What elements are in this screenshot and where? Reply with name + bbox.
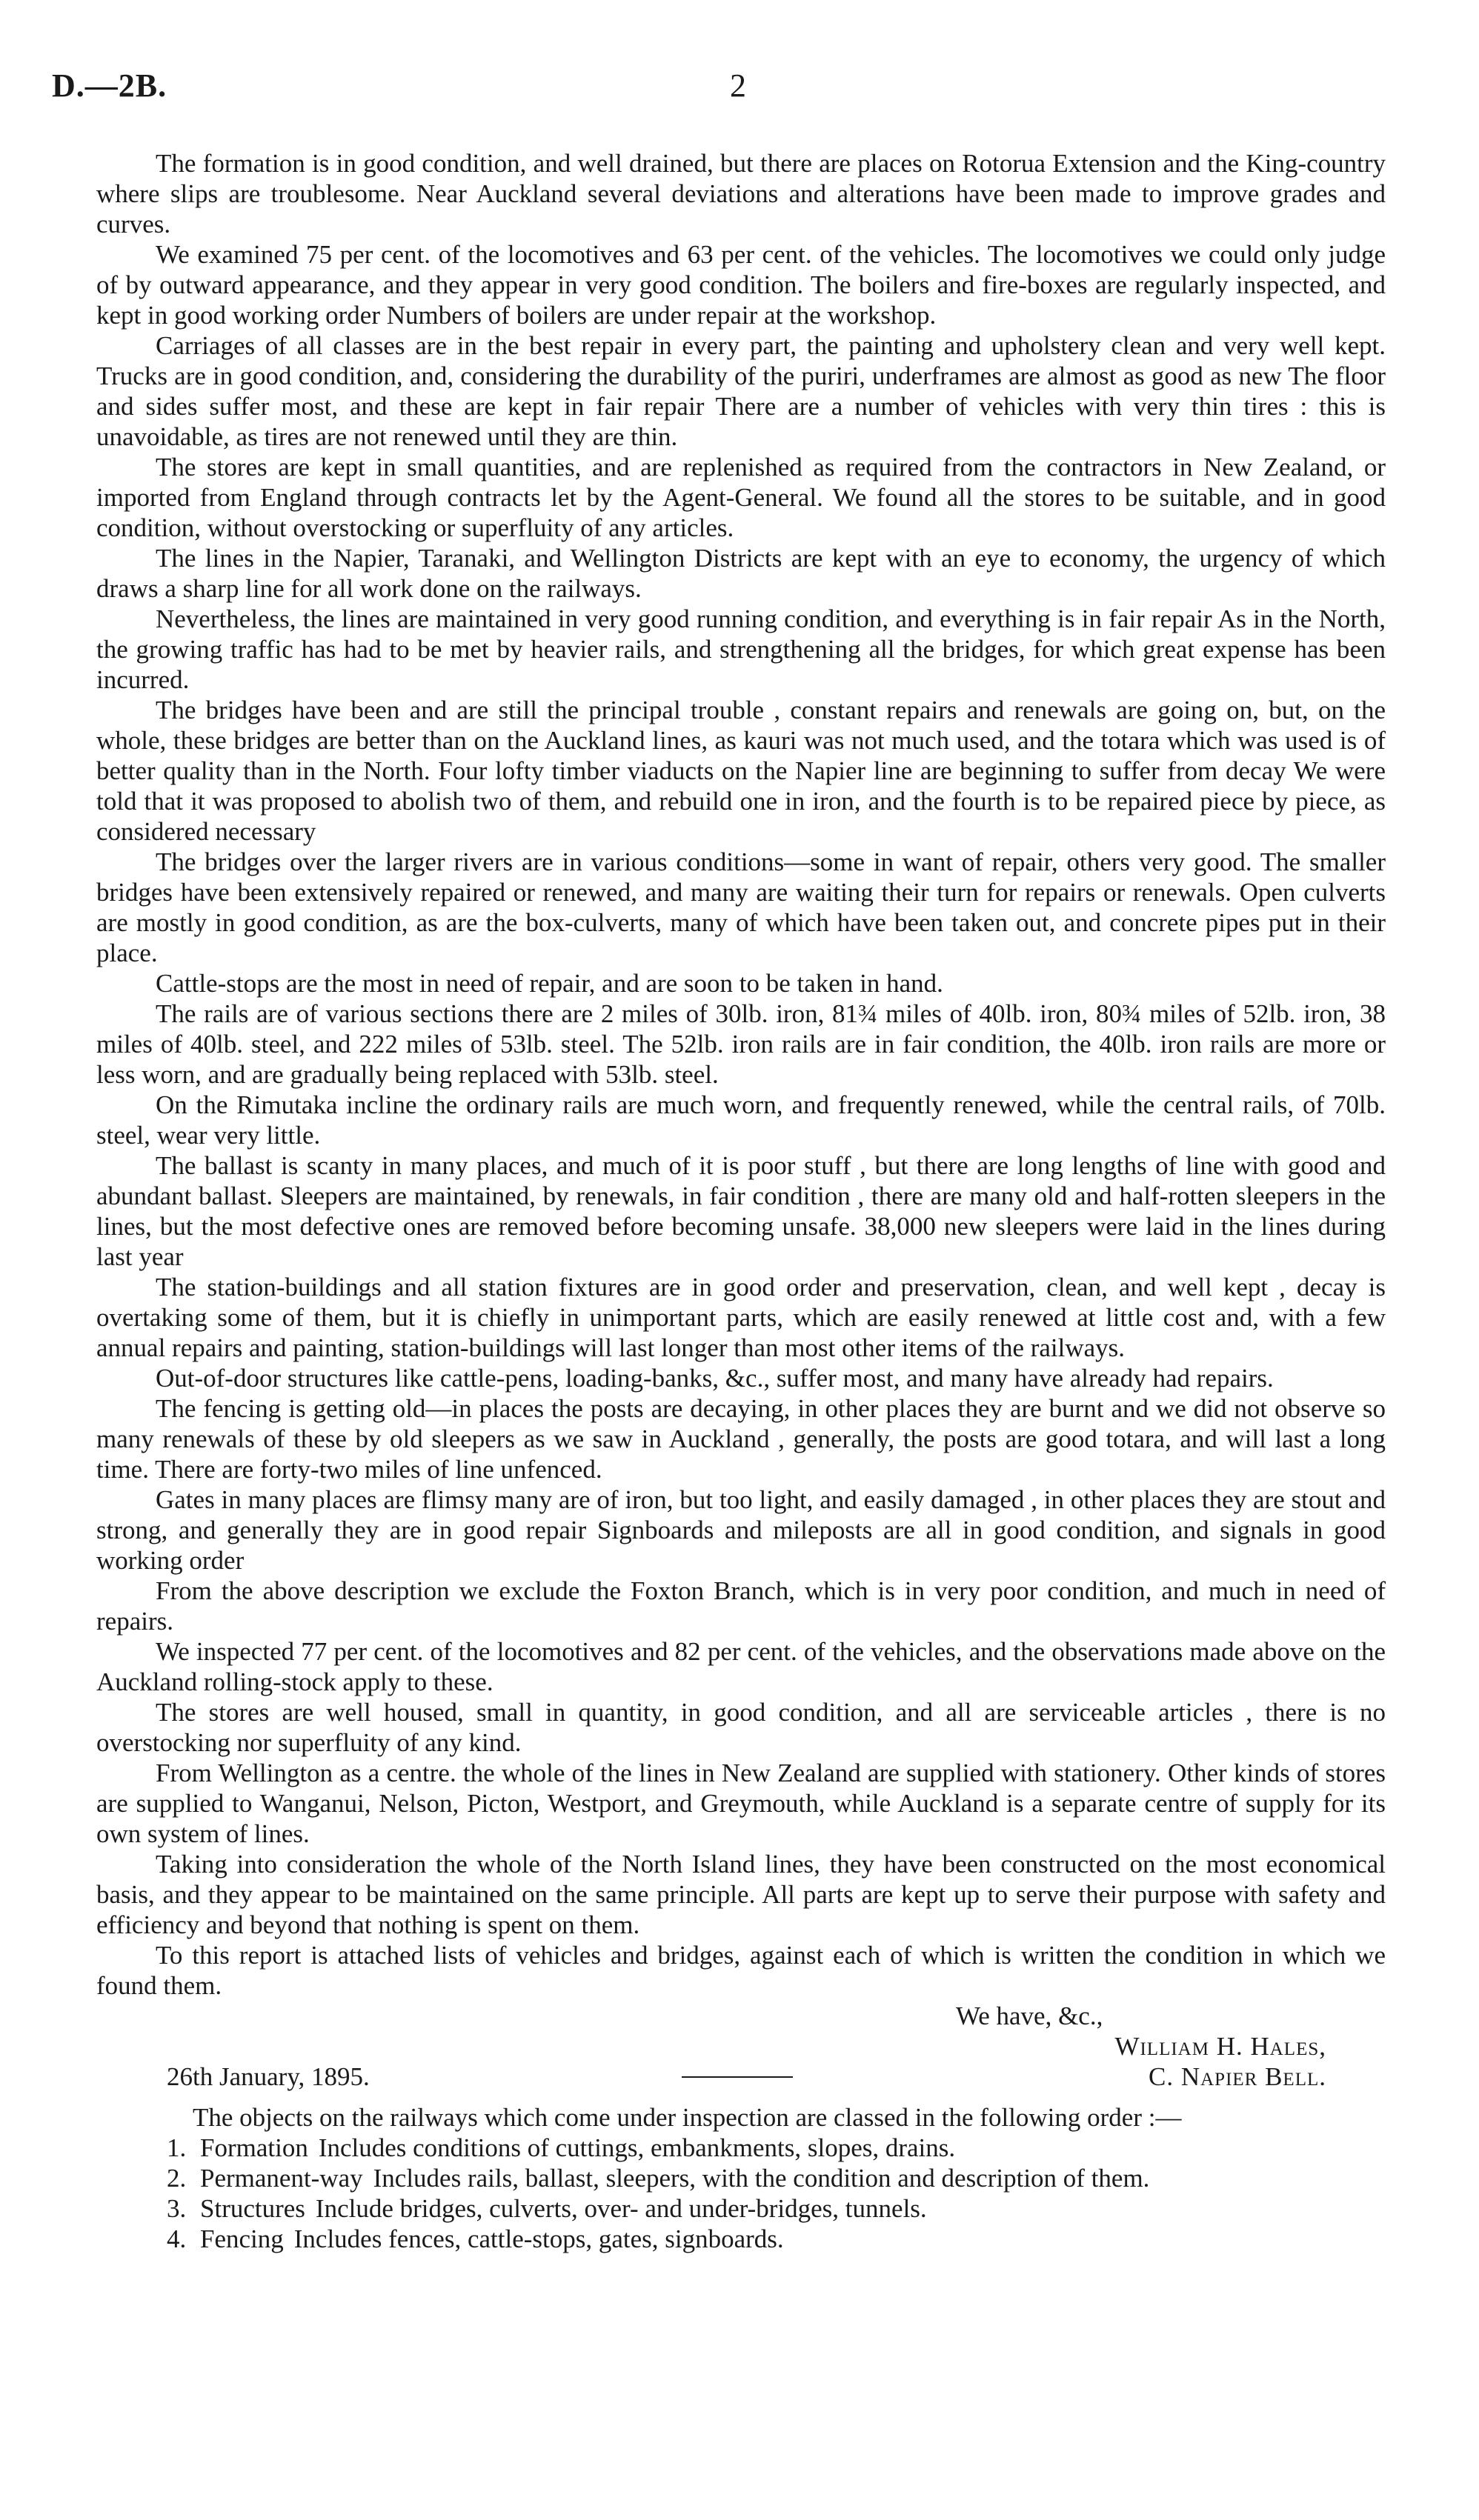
item-heading: Permanent-way — [200, 2164, 363, 2193]
paragraph: The station-buildings and all station fixtures are in good order and preservation, clean, and well kept , decay is overtaking some of them, but it is chiefly in unimportant parts, which are easily renewed at little cost and, with a few annual repairs and painting, station-buildings will last longer than most other items of the railways. — [96, 1273, 1386, 1362]
paragraph: From Wellington as a centre. the whole of the lines in New Zealand are supplied with stationery. Other kinds of stores are supplied to Wanganui, Nelson, Picton, Westport, and Greymouth, while Auckland is a separate centre of supply for its own system of lines. — [96, 1759, 1386, 1848]
report-date: 26th January, 1895. — [167, 2062, 370, 2091]
item-number: 1. — [167, 2133, 187, 2162]
classification-item — [96, 2133, 1386, 2163]
item-number: 4. — [167, 2224, 187, 2253]
paragraph: Out-of-door structures like cattle-pens, loading-banks, &c., suffer most, and many have already had repairs. — [156, 1364, 1274, 1393]
signature-date-row — [96, 2061, 1386, 2092]
paragraph: Cattle-stops are the most in need of repair, and are soon to be taken in hand. — [156, 969, 943, 998]
paragraph: On the Rimutaka incline the ordinary rails are much worn, and frequently renewed, while the central rails, of 70lb. steel, wear very little. — [96, 1090, 1386, 1150]
paragraph: We inspected 77 per cent. of the locomotives and 82 per cent. of the vehicles, and the observations made above on the Auckland rolling-stock apply to these. — [96, 1637, 1386, 1696]
paragraph: The rails are of various sections there are 2 miles of 30lb. iron, 81¾ miles of 40lb. iron, 80¾ miles of 52lb. iron, 38 miles of 40lb. steel, and 222 miles of 53lb. steel. The 52lb. iron rails are in fair condition, the 40lb. iron rails are more or less worn, and are gradually being replaced with 53lb. steel. — [96, 999, 1386, 1089]
paragraph: The formation is in good condition, and well drained, but there are places on Rotorua Extension and the King-country where slips are troublesome. Near Auckland several deviations and alterations have been made to improve grades and curves. — [96, 149, 1386, 239]
separator-rule — [682, 2076, 793, 2078]
classification-intro: The objects on the railways which come under inspection are classed in the following order :— — [193, 2103, 1182, 2132]
paragraph: The fencing is getting old—in places the posts are decaying, in other places they are burnt and we did not observe so many renewals of these by old sleepers as we saw in Auckland , generally, the posts are good totara, and will last a long time. There are forty-two miles of line unfenced. — [96, 1394, 1386, 1484]
paragraph: Carriages of all classes are in the best repair in every part, the painting and upholstery clean and very well kept. Trucks are in good condition, and, considering the durability of the puriri, underframes are almost as good as new The floor and sides suffer most, and these are kept in fair repair There are a number of vehicles with very thin tires : this is unavoidable, as tires are not renewed until they are thin. — [96, 331, 1386, 451]
item-description: Includes conditions of cuttings, embankments, slopes, drains. — [318, 2133, 956, 2162]
item-description: Include bridges, culverts, over- and under-bridges, tunnels. — [315, 2194, 927, 2223]
signature-first-row — [96, 2031, 1386, 2061]
item-number: 2. — [167, 2164, 187, 2193]
classification-item — [96, 2224, 1386, 2254]
paragraph: The stores are kept in small quantities, and are replenished as required from the contractors in New Zealand, or imported from England through contracts let by the Agent-General. We found all the stores to be suitable, and in good condition, without overstocking or superfluity of any articles. — [96, 453, 1386, 542]
paragraph: The stores are well housed, small in quantity, in good condition, and all are serviceable articles , there is no overstocking nor superfluity of any kind. — [96, 1698, 1386, 1757]
page-number: 2 — [730, 67, 746, 104]
item-description: Includes fences, cattle-stops, gates, signboards. — [293, 2224, 784, 2253]
paragraph: From the above description we exclude the Foxton Branch, which is in very poor condition, and much in need of repairs. — [96, 1576, 1386, 1636]
item-number: 3. — [167, 2194, 187, 2223]
classification-item — [96, 2193, 1386, 2224]
signer-name: William H. Hales, — [1114, 2032, 1326, 2061]
report-body — [96, 148, 1386, 2254]
item-heading: Structures — [200, 2194, 305, 2223]
signature-closing: We have, &c., — [956, 2001, 1103, 2030]
signature-closing-row — [96, 2001, 1386, 2031]
paragraph: The lines in the Napier, Taranaki, and Wellington Districts are kept with an eye to economy, the urgency of which draws a sharp line for all work done on the railways. — [96, 544, 1386, 603]
paragraph: Taking into consideration the whole of the North Island lines, they have been constructed on the most economical basis, and they appear to be maintained on the same principle. All parts are kept up to serve their purpose with safety and efficiency and beyond that nothing is spent on them. — [96, 1850, 1386, 1939]
item-heading: Fencing — [200, 2224, 284, 2253]
paragraph: We examined 75 per cent. of the locomotives and 63 per cent. of the vehicles. The locomotives we could only judge of by outward appearance, and they appear in very good condition. The boilers and fire-boxes are regularly inspected, and kept in good working order Numbers of boilers are under repair at the workshop. — [96, 240, 1386, 330]
paragraph: Nevertheless, the lines are maintained in very good running condition, and everything is in fair repair As in the North, the growing traffic has had to be met by heavier rails, and strengthening all the bridges, for which great expense has been incurred. — [96, 604, 1386, 694]
paragraph: Gates in many places are flimsy many are of iron, but too light, and easily damaged , in other places they are stout and strong, and generally they are in good repair Signboards and mileposts are all in good condition, and signals in good working order — [96, 1485, 1386, 1575]
document-reference: D.—2B. — [52, 67, 167, 104]
classification-item — [96, 2163, 1386, 2193]
paragraph: The ballast is scanty in many places, and much of it is poor stuff , but there are long lengths of line with good and abundant ballast. Sleepers are maintained, by renewals, in fair condition , there are many old and half-rotten sleepers in the lines, but the most defective ones are removed before becoming unsafe. 38,000 new sleepers were laid in the lines during last year — [96, 1151, 1386, 1271]
item-heading: Formation — [200, 2133, 308, 2162]
paragraph: The bridges over the larger rivers are in various conditions—some in want of repair, others very good. The smaller bridges have been extensively repaired or renewed, and many are waiting their turn for repairs or renewals. Open culverts are mostly in good condition, as are the box-culverts, many of which have been taken out, and concrete pipes put in their place. — [96, 847, 1386, 967]
paragraph: To this report is attached lists of vehicles and bridges, against each of which is written the condition in which we found them. — [96, 1941, 1386, 2000]
signer-name: C. Napier Bell. — [1148, 2062, 1326, 2091]
item-description: Includes rails, ballast, sleepers, with the condition and description of them. — [373, 2164, 1150, 2193]
paragraph: The bridges have been and are still the principal trouble , constant repairs and renewals are going on, but, on the whole, these bridges are better than on the Auckland lines, as kauri was not much used, and the totara which was used is of better quality than in the North. Four lofty timber viaducts on the Napier line are beginning to suffer from decay We were told that it was proposed to abolish two of them, and rebuild one in iron, and the fourth is to be repaired piece by piece, as considered necessary — [96, 696, 1386, 846]
